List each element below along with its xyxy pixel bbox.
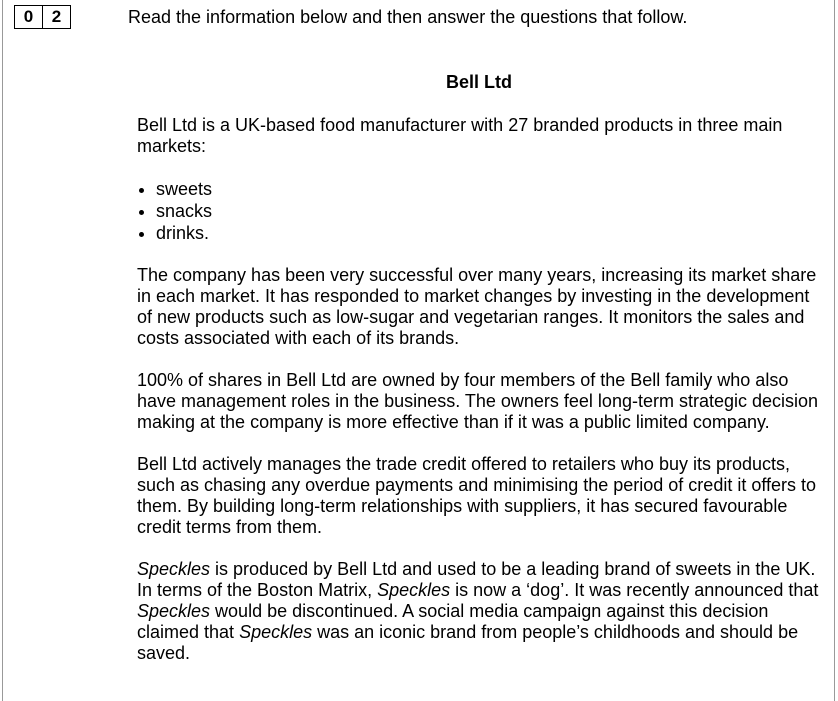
trade-credit-paragraph: Bell Ltd actively manages the trade credit offered to retailers who buy its products, such as chasing any overdue payments and minimising the period of credit it offers to them. By building long-term relationships with suppliers, it has secured favourable credit terms from them. (137, 454, 817, 537)
speckles-text: is now a ‘dog’. It was recently announced that (450, 580, 819, 600)
intro-paragraph: Bell Ltd is a UK-based food manufacturer with 27 branded products in three main markets: (137, 115, 783, 156)
success-paragraph: The company has been very successful over many years, increasing its market share in each market. It has responded to market changes by investing in the development of new products such as low-sugar and vegetarian ranges. It monitors the sales and costs associated with each of its brands. (137, 265, 817, 348)
instruction-text: Read the information below and then answer the questions that follow. (128, 7, 688, 27)
brand-name: Speckles (239, 622, 313, 642)
list-item: • sweets (156, 178, 823, 200)
ownership-paragraph: 100% of shares in Bell Ltd are owned by four members of the Bell family who also have management roles in the business. The owners feel long-term strategic decision making at the company is more effective than if it was a public limited company. (137, 370, 819, 432)
case-study-body (137, 115, 823, 685)
question-number-digit: 0 (23, 7, 34, 26)
speckles-text: was an iconic brand from people’s childhoods and should be saved. (137, 622, 799, 663)
page-border-left (2, 0, 3, 701)
list-item: • drinks. (156, 222, 823, 244)
speckles-text: would be discontinued. A social media campaign against this decision claimed that (137, 601, 769, 642)
speckles-text: is produced by Bell Ltd and used to be a leading brand of sweets in the UK. In terms of the Boston Matrix, (137, 559, 816, 600)
brand-name: Speckles (377, 580, 451, 600)
page-border-right (834, 0, 835, 701)
list-item: • snacks (156, 200, 823, 222)
speckles-paragraph (137, 559, 823, 664)
brand-name: Speckles (137, 559, 211, 579)
markets-list (137, 178, 823, 244)
question-number-digit: 2 (42, 6, 70, 28)
brand-name: Speckles (137, 601, 211, 621)
question-number-box (14, 5, 71, 29)
case-study-title: Bell Ltd (446, 72, 512, 92)
